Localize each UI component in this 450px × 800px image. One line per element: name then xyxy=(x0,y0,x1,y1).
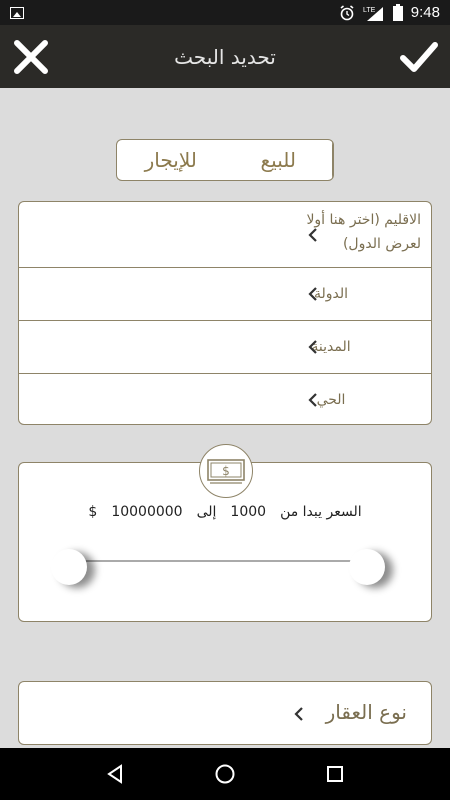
checkmark-icon xyxy=(396,34,442,80)
listing-type-toggle xyxy=(116,139,334,181)
district-row[interactable] xyxy=(19,374,431,425)
chevron-left-icon xyxy=(291,706,307,722)
price-max: 10000000 xyxy=(111,504,183,520)
status-bar xyxy=(0,0,450,25)
home-icon xyxy=(214,763,236,785)
alarm-icon xyxy=(339,5,355,21)
price-min-thumb[interactable] xyxy=(51,549,87,585)
price-min: 1000 xyxy=(230,504,267,520)
price-range-text xyxy=(0,504,450,520)
region-label: الاقليم (اختر هنا أولا لعرض الدول) xyxy=(306,212,421,252)
price-max-thumb[interactable] xyxy=(349,549,385,585)
property-type-row[interactable] xyxy=(18,681,432,745)
city-row[interactable] xyxy=(19,321,431,374)
money-icon xyxy=(206,456,246,486)
price-currency: $ xyxy=(88,504,98,520)
close-icon xyxy=(8,34,54,80)
close-button[interactable] xyxy=(8,34,54,80)
recents-icon xyxy=(324,763,346,785)
back-icon xyxy=(104,763,126,785)
app-bar xyxy=(0,25,450,88)
chevron-left-icon xyxy=(305,392,321,408)
rent-option[interactable]: للإيجار xyxy=(144,148,197,172)
country-label: الدولة xyxy=(313,286,349,302)
svg-text:LTE: LTE xyxy=(362,6,376,14)
svg-text:$: $ xyxy=(222,464,230,478)
chevron-left-icon xyxy=(305,227,321,243)
city-label: المدينة xyxy=(311,339,351,355)
price-prefix: السعر يبدا من xyxy=(280,504,362,520)
chevron-left-icon xyxy=(305,339,321,355)
property-type-label: نوع العقار xyxy=(325,700,407,724)
sale-option[interactable]: للبيع xyxy=(225,140,334,180)
price-to: إلى xyxy=(196,504,217,520)
clock: 9:48 xyxy=(410,4,440,21)
location-card xyxy=(18,201,432,425)
page-title: تحديد البحث xyxy=(174,44,276,69)
image-icon xyxy=(10,7,24,19)
country-row[interactable] xyxy=(19,268,431,321)
money-badge xyxy=(199,444,253,498)
confirm-button[interactable] xyxy=(396,34,442,80)
district-label: الحي xyxy=(316,392,346,408)
navigation-bar xyxy=(0,748,450,800)
back-button[interactable] xyxy=(95,754,135,794)
signal-icon xyxy=(363,5,385,21)
recents-button[interactable] xyxy=(315,754,355,794)
price-slider-track[interactable] xyxy=(71,560,368,562)
home-button[interactable] xyxy=(205,754,245,794)
battery-icon xyxy=(393,4,403,21)
region-row[interactable] xyxy=(19,202,431,268)
chevron-left-icon xyxy=(305,286,321,302)
